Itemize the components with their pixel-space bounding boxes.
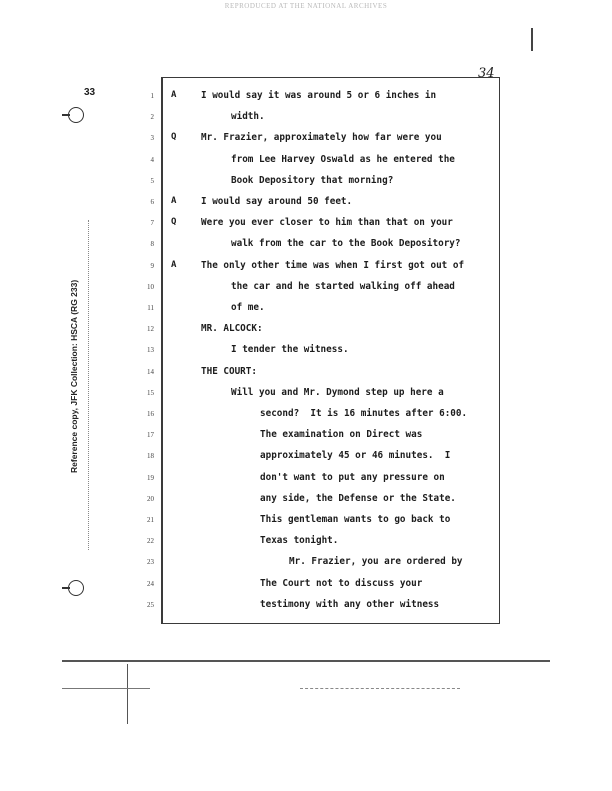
- punch-hole-bottom: [68, 580, 84, 596]
- speaker-label: A: [171, 196, 177, 206]
- line-number: 25: [147, 600, 154, 609]
- footer-dash: [300, 688, 460, 690]
- transcript-line: Were you ever closer to him than that on your: [201, 217, 453, 229]
- line-number: 1: [150, 92, 154, 100]
- transcript-line: Book Depository that morning?: [231, 174, 394, 186]
- transcript-line: approximately 45 or 46 minutes. I: [260, 450, 451, 462]
- transcript-line: MR. ALCOCK:: [201, 323, 263, 335]
- line-number: 4: [150, 155, 154, 164]
- transcript-line: This gentleman wants to go back to: [260, 514, 451, 525]
- line-number: 19: [147, 473, 154, 482]
- line-number: 5: [150, 176, 154, 185]
- transcript-line: I tender the witness.: [231, 344, 349, 356]
- speaker-label: Q: [171, 217, 177, 228]
- page-number-left: 33: [84, 87, 96, 98]
- transcript-line: of me.: [231, 302, 265, 313]
- footer-rule: [62, 660, 550, 662]
- transcript-line: The Court not to discuss your: [260, 577, 423, 589]
- line-number: 7: [150, 219, 154, 228]
- transcript-line: any side, the Defense or the State.: [260, 492, 456, 504]
- transcript-line: second? It is 16 minutes after 6:00.: [260, 408, 468, 419]
- line-number: 11: [147, 304, 154, 312]
- vertical-bar: [531, 28, 533, 51]
- transcript-line: Texas tonight.: [260, 535, 339, 547]
- transcript-line: don't want to put any pressure on: [260, 471, 445, 483]
- line-number: 10: [147, 282, 154, 291]
- line-number: 6: [150, 198, 154, 206]
- line-number: 12: [147, 325, 154, 334]
- transcript-line: testimony with any other witness: [260, 598, 440, 610]
- line-number: 8: [150, 240, 154, 249]
- line-number: 24: [147, 579, 154, 588]
- speaker-label: A: [171, 259, 177, 270]
- line-number: 23: [147, 558, 154, 567]
- transcript-line: THE COURT:: [201, 365, 257, 377]
- line-number: 15: [147, 388, 154, 397]
- line-number: 14: [147, 367, 154, 376]
- line-number: 17: [147, 431, 154, 440]
- footer-rule-short: [62, 688, 150, 689]
- transcript-line: Mr. Frazier, approximately how far were you: [201, 132, 442, 144]
- transcript-line: I would say it was around 5 or 6 inches in: [201, 90, 437, 101]
- line-number: 3: [150, 134, 154, 143]
- archive-stamp: REPRODUCED AT THE NATIONAL ARCHIVES: [224, 2, 388, 10]
- page-number-right: 34: [478, 66, 495, 81]
- footer-tick: [127, 664, 128, 724]
- punch-hole-top: [68, 107, 84, 123]
- line-number: 13: [147, 346, 154, 355]
- line-number: 18: [147, 452, 154, 461]
- transcript-line: the car and he started walking off ahead: [231, 280, 455, 292]
- transcript-line: walk from the car to the Book Depository?: [231, 238, 461, 250]
- line-number: 9: [150, 261, 154, 270]
- speaker-label: A: [171, 90, 177, 100]
- transcript-line: from Lee Harvey Oswald as he entered the: [231, 153, 455, 165]
- transcript-line: width.: [231, 111, 265, 123]
- line-number: 21: [147, 516, 154, 524]
- transcript-line: The only other time was when I first got out of: [201, 259, 465, 271]
- side-reference-text: Reference copy, JFK Collection: HSCA (RG 233): [69, 279, 79, 473]
- transcript-line: Mr. Frazier, you are ordered by: [289, 556, 463, 568]
- speaker-label: Q: [171, 132, 177, 143]
- line-number: 22: [147, 537, 154, 546]
- transcript-line: Will you and Mr. Dymond step up here a: [231, 386, 444, 398]
- transcript-line: The examination on Direct was: [260, 429, 423, 441]
- line-number: 2: [150, 113, 154, 122]
- transcript-line: I would say around 50 feet.: [201, 196, 353, 207]
- line-number: 16: [147, 410, 154, 418]
- line-number: 20: [147, 494, 154, 503]
- side-scratch: [88, 220, 107, 550]
